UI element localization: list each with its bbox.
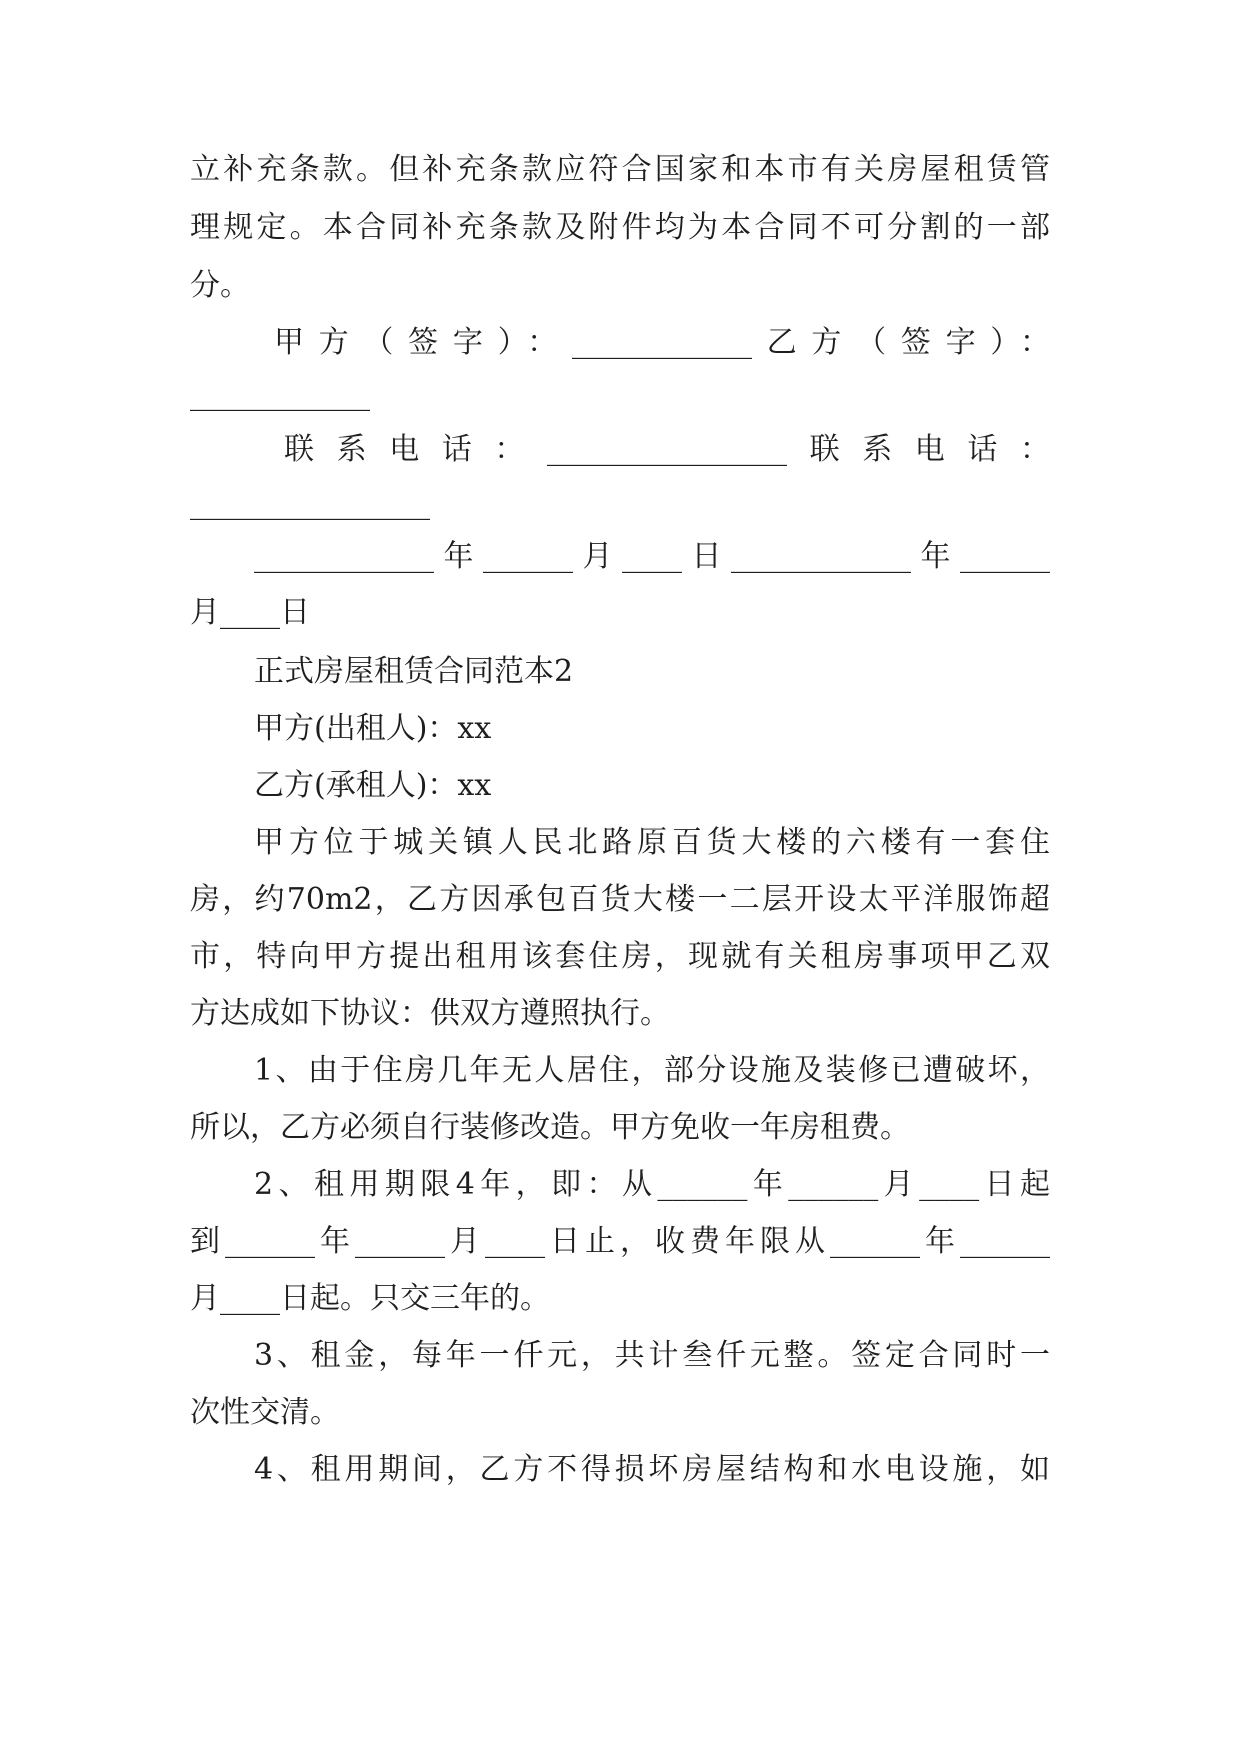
date-line-end: 月____日 — [190, 595, 310, 630]
signature-line: 甲方（签字）：____________乙方（签字）： — [274, 325, 1050, 360]
party-b: 乙方(承租人)：xx — [254, 768, 492, 803]
text-line: 理规定。本合同补充条款及附件均为本合同不可分割的一部 — [190, 210, 1050, 245]
clause-3: 3、租金，每年一仟元，共计叁仟元整。签定合同时一 — [254, 1338, 1050, 1373]
phone-line: 联系电话：________________联系电话： — [284, 432, 1050, 467]
paragraph-line: 房，约70m2，乙方因承包百货大楼一二层开设太平洋服饰超 — [190, 882, 1050, 917]
signature-blank: ____________ — [190, 377, 370, 412]
clause-2-cont: 到______年______月____日止，收费年限从______年______ — [190, 1224, 1050, 1259]
text-line: 分。 — [190, 268, 250, 303]
paragraph-line: 甲方位于城关镇人民北路原百货大楼的六楼有一套住 — [254, 825, 1050, 860]
clause-3-cont: 次性交清。 — [190, 1395, 340, 1430]
paragraph-line: 市，特向甲方提出租用该套住房，现就有关租房事项甲乙双 — [190, 939, 1050, 974]
date-line: ____________年______月____日____________年______ — [254, 539, 1050, 574]
party-a: 甲方(出租人)：xx — [254, 711, 492, 746]
clause-1: 1、由于住房几年无人居住，部分设施及装修已遭破坏， — [254, 1053, 1050, 1088]
clause-4: 4、租用期间，乙方不得损坏房屋结构和水电设施，如 — [254, 1452, 1050, 1487]
phone-blank: ________________ — [190, 486, 430, 521]
clause-1-cont: 所以，乙方必须自行装修改造。甲方免收一年房租费。 — [190, 1110, 910, 1145]
section-title: 正式房屋租赁合同范本2 — [254, 654, 574, 689]
clause-2: 2、租用期限4年，即：从______年______月____日起 — [254, 1167, 1050, 1202]
clause-2-end: 月____日起。只交三年的。 — [190, 1281, 550, 1316]
text-line: 立补充条款。但补充条款应符合国家和本市有关房屋租赁管 — [190, 152, 1050, 187]
paragraph-line: 方达成如下协议：供双方遵照执行。 — [190, 996, 670, 1031]
